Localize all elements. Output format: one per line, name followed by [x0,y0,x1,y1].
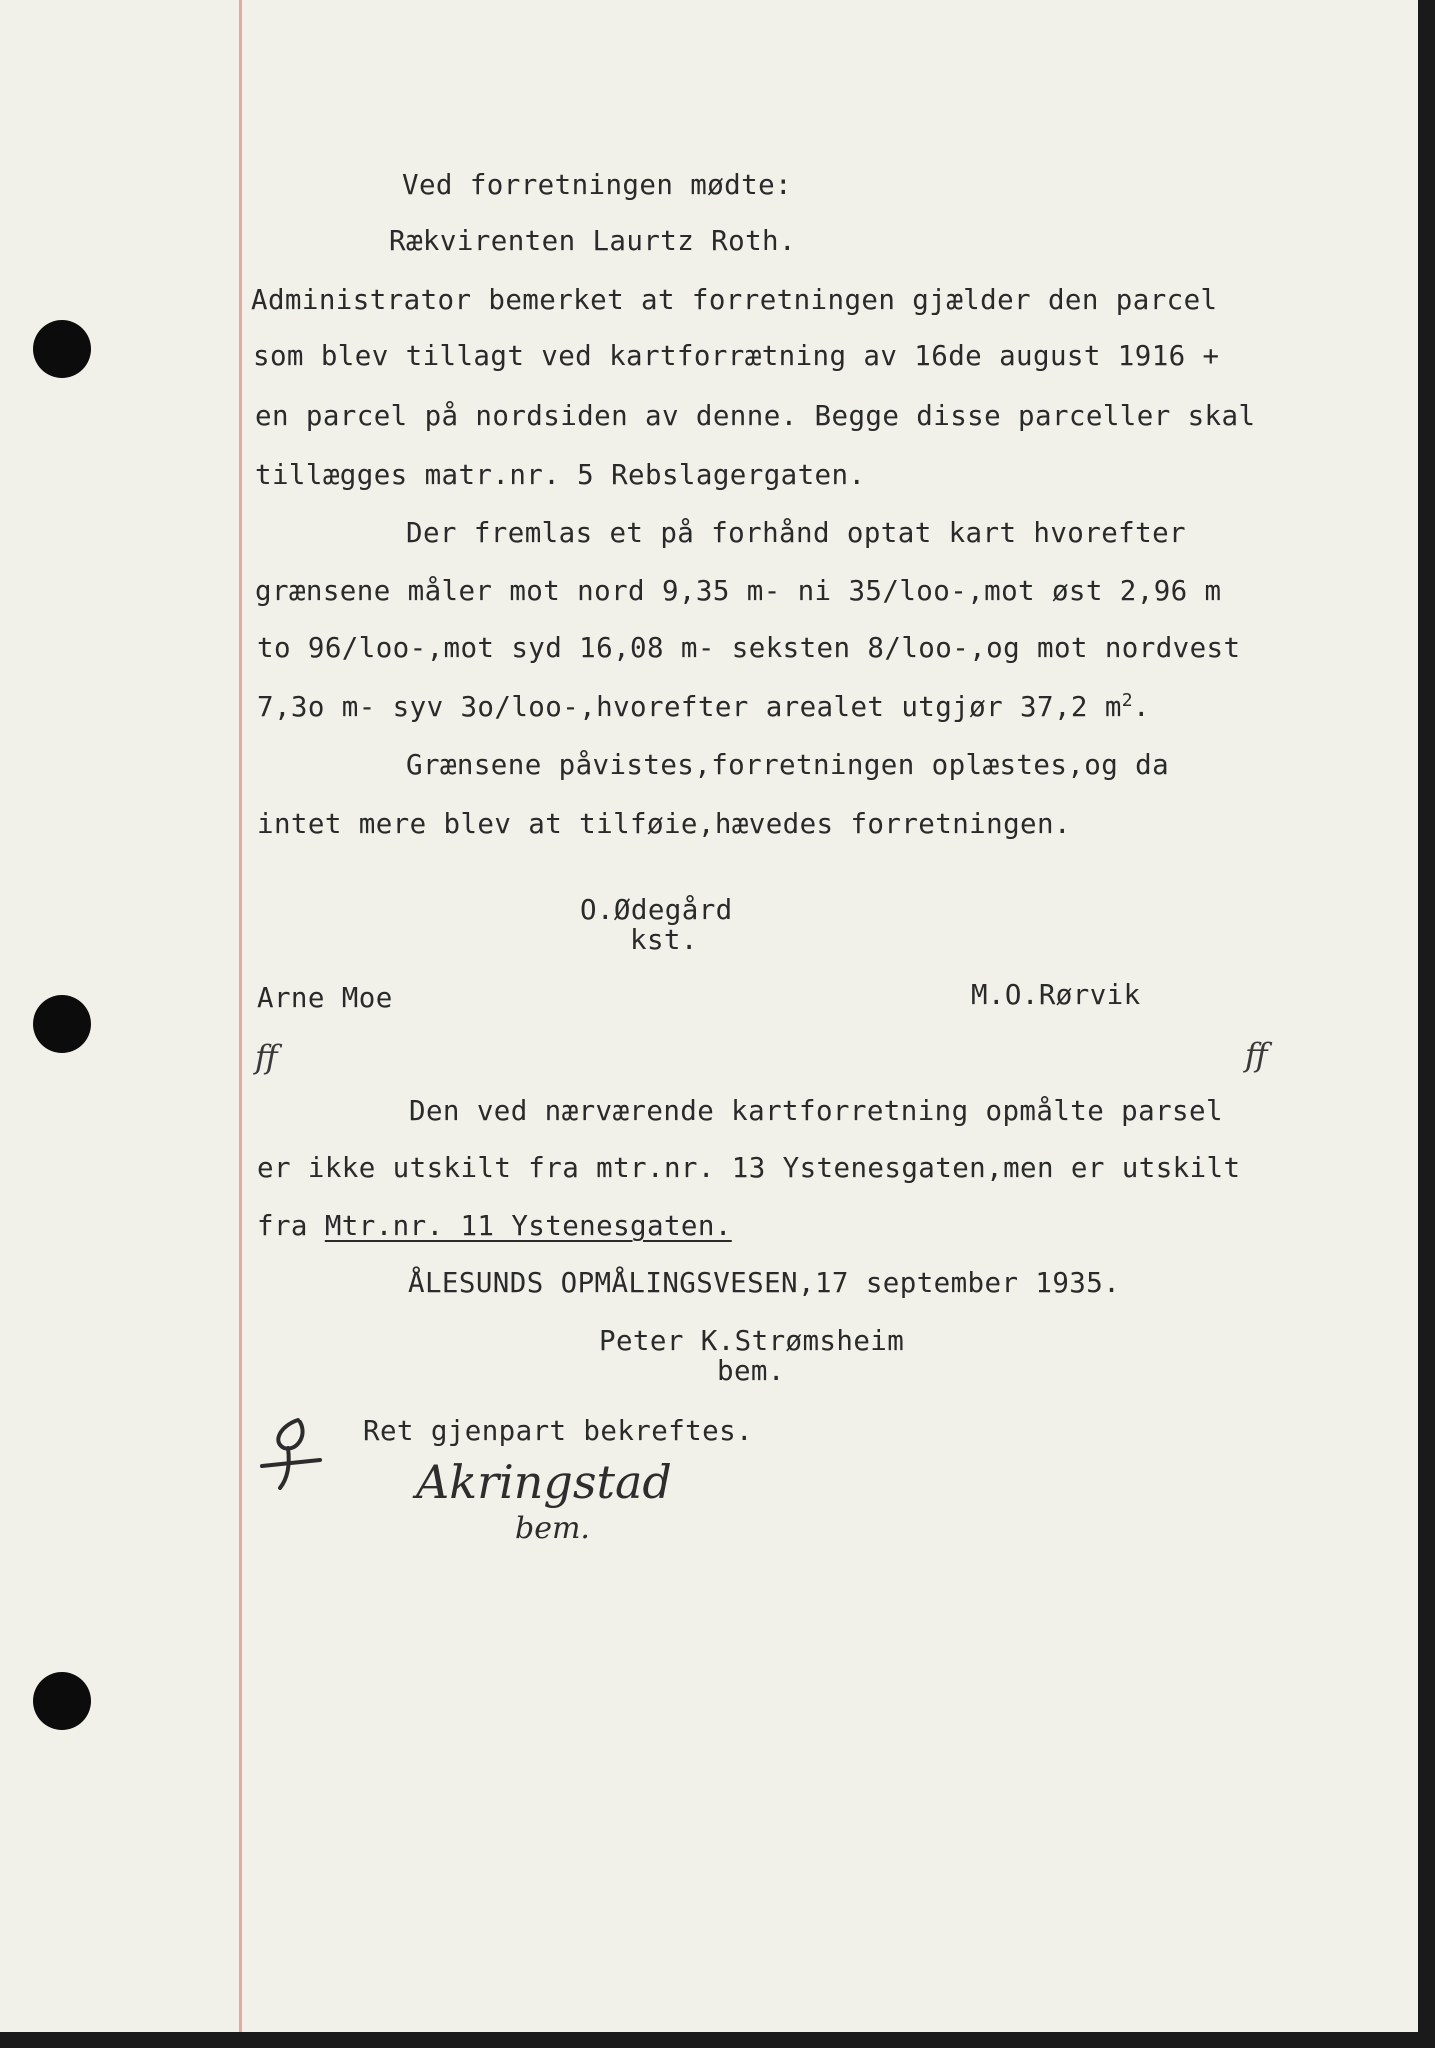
attendance-heading: Ved forretningen mødte: [402,169,792,201]
para2-last-line [257,692,1150,722]
para2-last-end: . [1133,691,1150,724]
para1-line: som blev tillagt ved kartforrætning av 16de august 1916 + [253,340,1220,372]
witness-left: Arne Moe [257,982,393,1014]
handwritten-signature-mark [410,1440,790,1550]
requisitioner-line: Rækvirenten Laurtz Roth. [389,225,796,257]
office-line: ÅLESUNDS OPMÅLINGSVESEN,17 september 1935. [408,1267,1121,1299]
area-superscript: 2 [1121,690,1134,711]
punch-hole-bottom [33,1672,91,1730]
punch-hole-middle [33,995,91,1053]
note-line [257,1210,732,1242]
note-line: Den ved nærværende kartforretning opmålte parsel [409,1095,1223,1127]
para1-line: en parcel på nordsiden av denne. Begge disse parceller skal [255,400,1256,432]
para2-line: grænsene måler mot nord 9,35 m- ni 35/loo-,mot øst 2,96 m [255,575,1222,607]
para3-line: Grænsene påvistes,forretningen oplæstes,og da [406,749,1170,781]
signer1-title: kst. [630,924,698,956]
signer1-name: O.Ødegård [580,894,733,926]
para2-last-text: 7,3o m- syv 3o/loo-,hvorefter arealet utgjør 37,2 m [257,691,1122,724]
margin-line [239,0,242,2032]
para3-line: intet mere blev at tilføie,hævedes forretningen. [257,808,1071,840]
certification-line: Ret gjenpart bekreftes. [363,1415,753,1447]
checkmark-icon [250,1408,340,1498]
note-line3-prefix: fra [257,1210,325,1242]
handwritten-signature: Akringstad [416,1455,672,1509]
punch-hole-top [33,320,91,378]
witness-left-mark: ff [255,1038,278,1076]
signer2-title: bem. [717,1355,785,1387]
para1-line: Administrator bemerket at forretningen gjælder den parcel [251,284,1218,316]
para1-line: tillægges matr.nr. 5 Rebslagergaten. [255,459,866,491]
witness-right-mark: ff [1245,1036,1268,1074]
handwritten-title: bem. [515,1511,590,1546]
para2-line: Der fremlas et på forhånd optat kart hvorefter [406,517,1186,549]
witness-right: M.O.Rørvik [971,979,1141,1011]
para2-line: to 96/loo-,mot syd 16,08 m- seksten 8/loo-,og mot nordvest [257,632,1241,664]
signer2-name: Peter K.Strømsheim [599,1325,905,1357]
note-line: er ikke utskilt fra mtr.nr. 13 Ystenesgaten,men er utskilt [257,1152,1241,1184]
note-line3-underlined: Mtr.nr. 11 Ystenesgaten. [324,1210,732,1242]
